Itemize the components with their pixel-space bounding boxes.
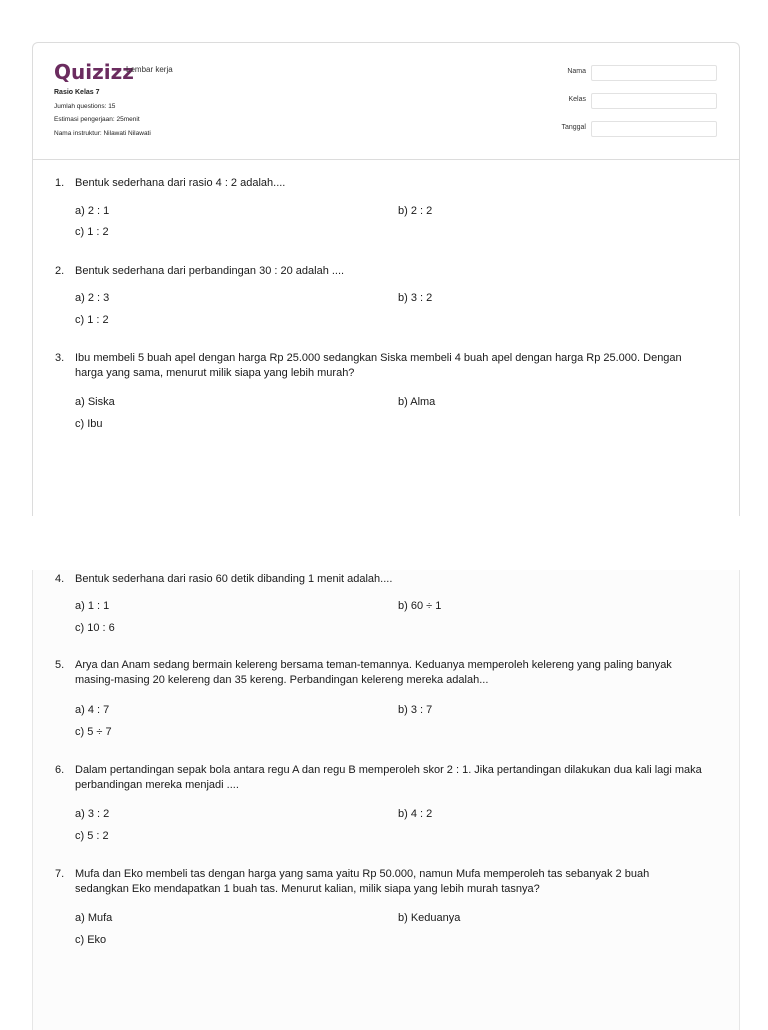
question-number: 1.	[55, 177, 65, 189]
date-label: Tanggal	[561, 124, 586, 131]
class-field[interactable]	[591, 93, 717, 109]
option-b: b) Keduanya	[398, 912, 461, 924]
date-field[interactable]	[591, 121, 717, 137]
option-a: a) Mufa	[75, 912, 113, 924]
option-a: a) 2 : 3	[75, 292, 110, 304]
worksheet-title: Rasio Kelas 7	[54, 89, 100, 96]
question-number: 4.	[55, 573, 65, 585]
instructor-name: Nama instruktur: Nilawati Nilawati	[54, 130, 151, 137]
option-a: a) 1 : 1	[75, 600, 110, 612]
option-b: b) 3 : 2	[398, 292, 433, 304]
question-number: 2.	[55, 265, 65, 277]
option-b: b) 2 : 2	[398, 205, 433, 217]
worksheet-type-label: Lembar kerja	[126, 65, 173, 74]
page-gap	[0, 516, 768, 570]
question-text: Ibu membeli 5 buah apel dengan harga Rp 25.000 sedangkan Siska membeli 4 buah apel dengan harga Rp 25.000. Dengan harga yang sama, menurut milik siapa yang lebih murah?	[75, 352, 682, 379]
option-c: c) 1 : 2	[75, 226, 109, 238]
option-a: a) Siska	[75, 396, 115, 408]
option-c: c) Ibu	[75, 418, 103, 430]
option-c: c) 5 ÷ 7	[75, 726, 112, 738]
question-text: Bentuk sederhana dari rasio 60 detik dibanding 1 menit adalah....	[75, 573, 393, 585]
option-c: c) 1 : 2	[75, 314, 109, 326]
option-c: c) 10 : 6	[75, 622, 115, 634]
question-number: 7.	[55, 868, 65, 880]
question-number: 3.	[55, 352, 65, 364]
question-number: 5.	[55, 659, 65, 671]
option-a: a) 4 : 7	[75, 704, 110, 716]
worksheet-page-2	[32, 570, 740, 1030]
option-b: b) 3 : 7	[398, 704, 433, 716]
question-text: Mufa dan Eko membeli tas dengan harga yang sama yaitu Rp 50.000, namun Mufa memperoleh tas sebanyak 2 buah sedangkan Eko mendapatkan 1 buah tas. Menurut kalian, milik siapa yang lebih murah tasnya?	[75, 868, 650, 895]
name-label: Nama	[567, 68, 586, 75]
name-field[interactable]	[591, 65, 717, 81]
quizizz-logo: Quizizz	[54, 60, 134, 84]
option-b: b) 4 : 2	[398, 808, 433, 820]
question-text: Bentuk sederhana dari perbandingan 30 : 20 adalah ....	[75, 265, 345, 277]
option-b: b) 60 ÷ 1	[398, 600, 442, 612]
question-count: Jumlah questions: 15	[54, 103, 116, 110]
question-text: Dalam pertandingan sepak bola antara regu A dan regu B memperoleh skor 2 : 1. Jika pertandingan dilakukan dua kali lagi maka perbandingan mereka menjadi ....	[75, 764, 702, 791]
question-text: Arya dan Anam sedang bermain kelereng bersama teman-temannya. Keduanya memperoleh kelereng yang paling banyak masing-masing 20 kelereng dan 35 kereng. Perbandingan kelereng mereka adalah...	[75, 659, 672, 686]
question-number: 6.	[55, 764, 65, 776]
option-c: c) Eko	[75, 934, 107, 946]
option-b: b) Alma	[398, 396, 436, 408]
time-estimate: Estimasi pengerjaan: 25menit	[54, 116, 140, 123]
option-a: a) 3 : 2	[75, 808, 110, 820]
worksheet-header	[33, 43, 739, 160]
question-text: Bentuk sederhana dari rasio 4 : 2 adalah....	[75, 177, 286, 189]
option-a: a) 2 : 1	[75, 205, 110, 217]
worksheet-page-1	[32, 42, 740, 519]
class-label: Kelas	[568, 96, 586, 103]
option-c: c) 5 : 2	[75, 830, 109, 842]
